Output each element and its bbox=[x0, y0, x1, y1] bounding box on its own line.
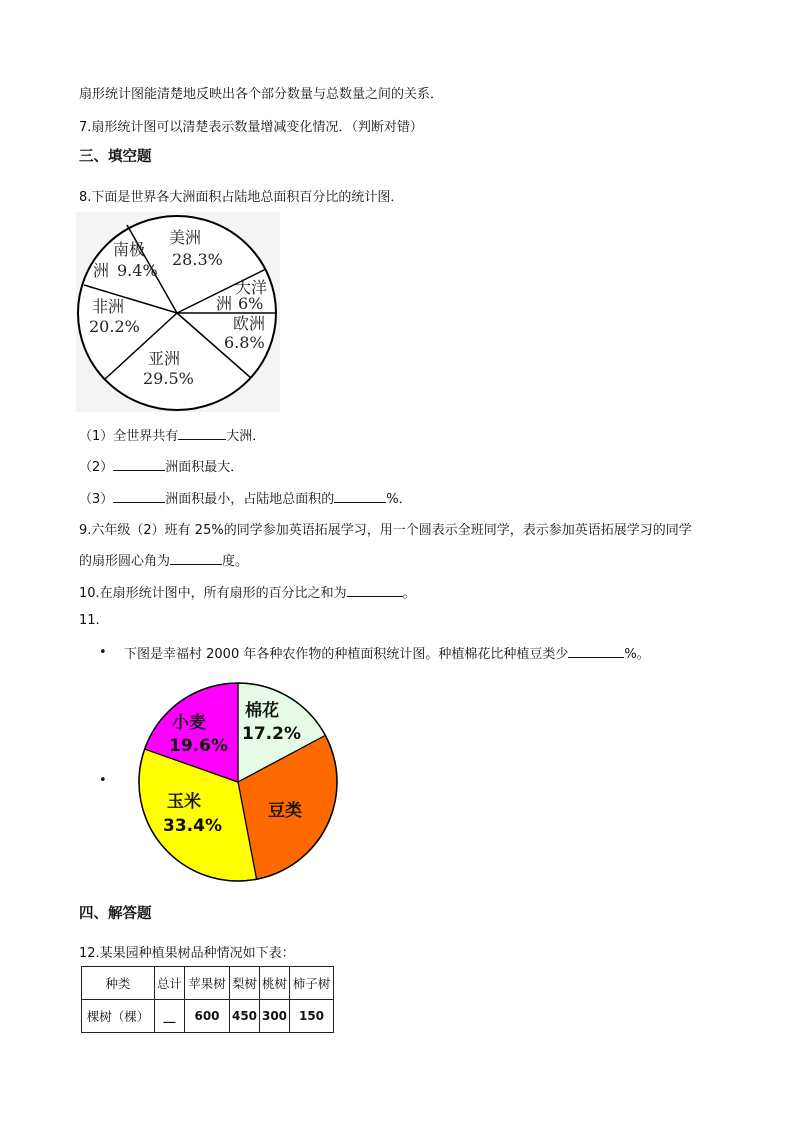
question-10 bbox=[79, 582, 416, 601]
label-america: 美洲 bbox=[169, 228, 202, 247]
answer-blank[interactable] bbox=[334, 490, 386, 503]
intro-line: 扇形统计图能清楚地反映出各个部分数量与总数量之间的关系． bbox=[79, 87, 444, 102]
question-9-line-1: 9.六年级（2）班有 25%的同学参加英语拓展学习，用一个圆表示全班同学，表示参加英语拓展学习的同学 bbox=[79, 523, 692, 538]
value-oceania: 6% bbox=[238, 294, 264, 313]
table-header-row bbox=[82, 967, 334, 1000]
value-cotton: 17.2% bbox=[242, 724, 301, 744]
q8-3-text-mid: 洲面积最小，占陆地总面积的 bbox=[165, 492, 335, 507]
question-11: 11. bbox=[79, 613, 100, 628]
label-asia: 亚洲 bbox=[148, 349, 181, 368]
continents-pie-chart bbox=[76, 212, 280, 412]
label-corn: 玉米 bbox=[167, 792, 201, 812]
question-8: 8.下面是世界各大洲面积占陆地总面积百分比的统计图． bbox=[79, 190, 404, 205]
value-europe: 6.8% bbox=[224, 333, 265, 352]
crop-slices bbox=[139, 683, 337, 881]
q8-3-text: （3） bbox=[79, 492, 114, 507]
value-cell: 150 bbox=[290, 1000, 334, 1033]
header-cell: 柿子树 bbox=[290, 967, 334, 1000]
question-8-part-1 bbox=[79, 425, 265, 444]
label-africa: 非洲 bbox=[92, 297, 125, 316]
label-antarctica-b: 洲 bbox=[93, 261, 110, 280]
q10-text: 10.在扇形统计图中，所有扇形的百分比之和为 bbox=[79, 586, 347, 601]
q8-3-text-end: %． bbox=[386, 492, 412, 507]
label-oceania-a: 大洋 bbox=[235, 278, 268, 297]
label-antarctica-a: 南极 bbox=[113, 240, 146, 259]
q8-2-text: （2） bbox=[79, 460, 114, 475]
header-cell: 种类 bbox=[82, 967, 155, 1000]
row-label-cell: 棵树（棵） bbox=[82, 1000, 155, 1033]
label-cotton: 棉花 bbox=[245, 701, 279, 721]
q11-text-end: %。 bbox=[624, 647, 650, 662]
header-cell: 梨树 bbox=[230, 967, 260, 1000]
label-beans: 豆类 bbox=[268, 801, 302, 821]
bullet-dot: • bbox=[99, 773, 107, 788]
table-row bbox=[82, 1000, 334, 1033]
header-cell: 总计 bbox=[155, 967, 185, 1000]
label-europe: 欧洲 bbox=[233, 314, 266, 333]
header-cell: 桃树 bbox=[260, 967, 290, 1000]
q9-text: 的扇形圆心角为 bbox=[79, 554, 171, 569]
total-cell[interactable]: __ bbox=[155, 1000, 185, 1033]
q10-text-end: 。 bbox=[402, 586, 416, 601]
bullet-dot: • bbox=[99, 645, 107, 660]
section-3-heading: 三、填空题 bbox=[79, 149, 152, 165]
answer-blank[interactable] bbox=[113, 490, 165, 503]
question-12: 12.某果园种植果树品种情况如下表： bbox=[79, 946, 295, 961]
answer-blank[interactable] bbox=[113, 458, 165, 471]
question-8-part-2 bbox=[79, 456, 243, 475]
value-cell: 600 bbox=[185, 1000, 230, 1033]
section-4-heading: 四、解答题 bbox=[79, 906, 152, 922]
value-cell: 450 bbox=[230, 1000, 260, 1033]
label-wheat: 小麦 bbox=[172, 713, 206, 733]
label-oceania-b: 洲 bbox=[216, 294, 233, 313]
value-wheat: 19.6% bbox=[169, 736, 228, 756]
value-africa: 20.2% bbox=[89, 317, 140, 336]
q8-1-text: （1）全世界共有 bbox=[79, 429, 179, 444]
answer-blank[interactable] bbox=[170, 552, 222, 565]
value-asia: 29.5% bbox=[143, 369, 194, 388]
q9-text-end: 度。 bbox=[222, 554, 249, 569]
fruit-tree-table bbox=[81, 966, 334, 1033]
value-cell: 300 bbox=[260, 1000, 290, 1033]
q11-text: 下图是幸福村 2000 年各种农作物的种植面积统计图。种植棉花比种植豆类少 bbox=[124, 647, 569, 662]
value-corn: 33.4% bbox=[163, 816, 222, 836]
q8-2-text-end: 洲面积最大． bbox=[165, 460, 244, 475]
header-cell: 苹果树 bbox=[185, 967, 230, 1000]
question-9-line-2 bbox=[79, 550, 248, 569]
answer-blank[interactable] bbox=[178, 427, 226, 440]
value-antarctica: 9.4% bbox=[117, 261, 158, 280]
question-8-part-3 bbox=[79, 488, 412, 507]
answer-blank[interactable] bbox=[347, 584, 403, 597]
crops-pie-chart bbox=[136, 680, 340, 884]
q8-1-text-end: 大洲． bbox=[226, 429, 266, 444]
answer-blank[interactable] bbox=[568, 645, 624, 658]
value-america: 28.3% bbox=[172, 250, 223, 269]
question-7: 7.扇形统计图可以清楚表示数量增减变化情况．（判断对错） bbox=[79, 120, 423, 135]
question-11-text bbox=[124, 643, 650, 662]
